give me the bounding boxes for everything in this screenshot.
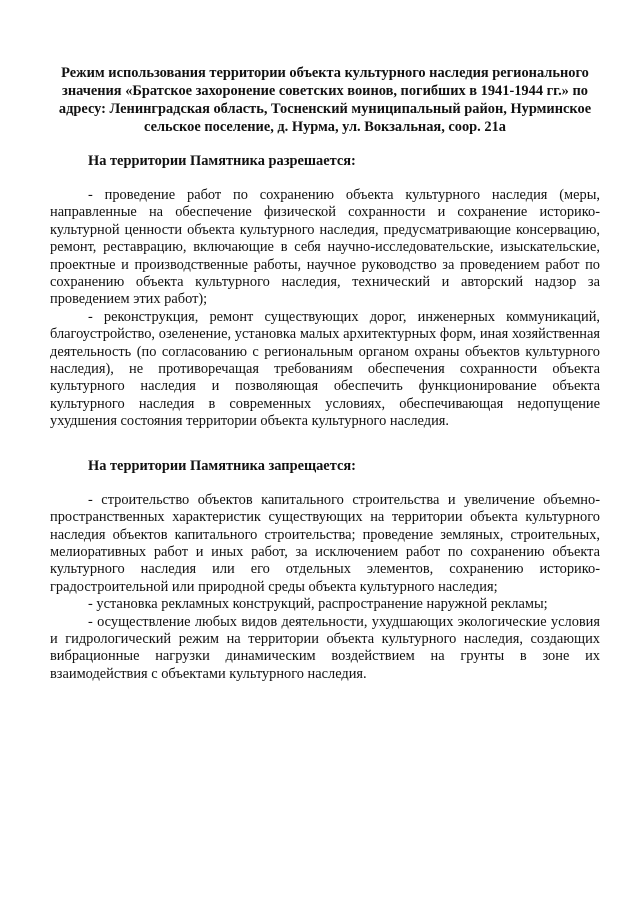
prohibited-item: - осуществление любых видов деятельности, ухудшающих экологические условия и гидрологический режим на территории объекта культурного наследия, создающих вибрационные нагрузки динамическим воздействием на грунты в зоне их взаимодействия с объектами культурного наследия. [50,613,600,682]
permitted-item: - проведение работ по сохранению объекта культурного наследия (меры, направленные на обеспечение физической сохранности и сохранение историко-культурной ценности объекта культурного наследия, предусматривающие консервацию, ремонт, реставрацию, включающие в себя научно-исследовательские, изыскательские, проектные и производственные работы, научное руководство за проведением работ по сохранению объекта культурного наследия, технический и авторский надзор за проведением этих работ); [50,187,600,308]
permitted-item: - реконструкция, ремонт существующих дорог, инженерных коммуникаций, благоустройство, озеленение, установка малых архитектурных форм, иная хозяйственная деятельность (по согласованию с региональным органом охраны объектов культурного наследия), не противоречащая требованиям обеспечения сохранности объекта культурного наследия и позволяющая обеспечить функционирование объекта культурного наследия в современных условиях, обеспечивающая недопущение ухудшения состояния территории объекта культурного наследия. [50,308,600,430]
document-page [50,64,600,683]
section-heading-permitted: На территории Памятника разрешается: [88,153,356,169]
prohibited-list [50,492,600,683]
prohibited-item: - строительство объектов капитального строительства и увеличение объемно-пространственных характеристик существующих на территории объекта культурного наследия объектов капитального строительства; проведение земляных, строительных, мелиоративных работ и иных работ, за исключением работ по сохранению объекта культурного наследия или его отдельных элементов, сохранению историко-градостроительной или природной среды объекта культурного наследия; [50,491,600,595]
document-title: Режим использования территории объекта культурного наследия регионального значения «Братское захоронение советских воинов, погибших в 1941-1944 гг.» по адресу: Ленинградская область, Тосненский муниципальный район, Нурминское сельское поселение, д. Нурма, ул. Вокзальная, соор. 21а [58,65,592,135]
section-heading-prohibited: На территории Памятника запрещается: [88,457,356,474]
prohibited-item: - установка рекламных конструкций, распространение наружной рекламы; [88,596,548,613]
permitted-list [50,187,600,431]
